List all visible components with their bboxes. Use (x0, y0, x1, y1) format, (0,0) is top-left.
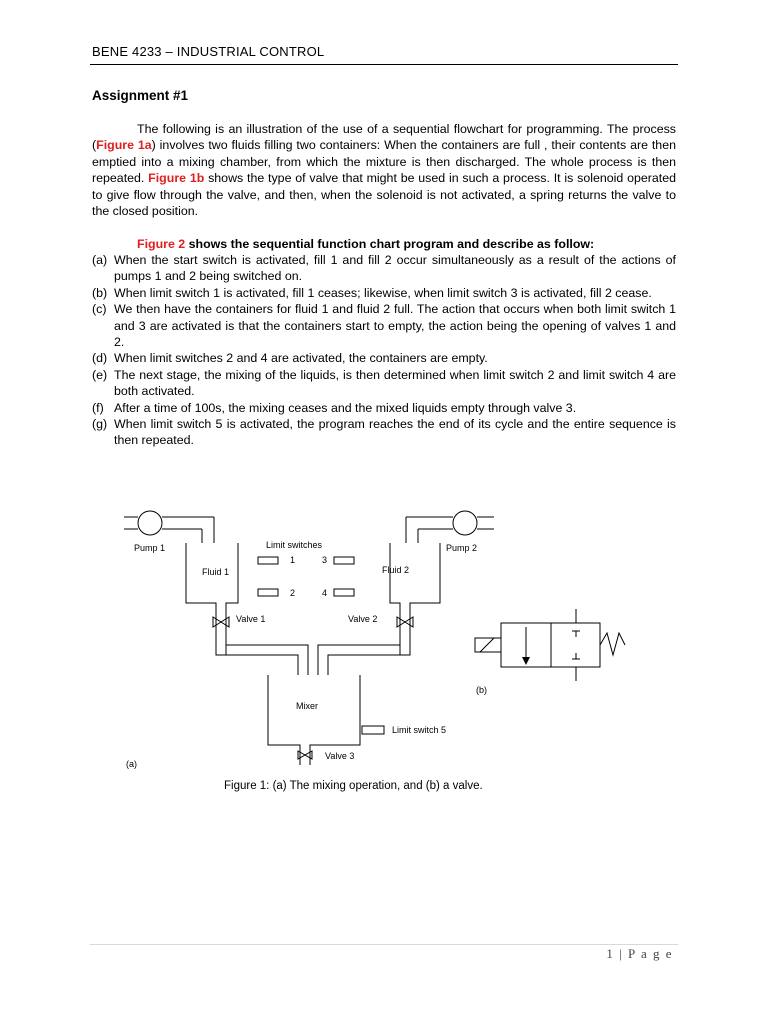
list-item-text: When limit switch 5 is activated, the program reaches the end of its cycle and the entire sequence is then repeated. (114, 417, 676, 448)
figure-part-a-label: (a) (126, 759, 137, 769)
figure-1-diagram (110, 495, 630, 775)
limit-switches-label: Limit switches (266, 540, 323, 550)
valve-2-label: Valve 2 (348, 614, 378, 624)
list-item-text: We then have the containers for fluid 1 and fluid 2 full. The action that occurs when both limit switch 1 and 3 are activated is that the containers start to empty, the action being the opening of valves 1 and 2. (114, 302, 676, 350)
limit-switch-2-number: 2 (290, 588, 296, 598)
figure-2-reference: Figure 2 (137, 237, 186, 251)
list-item-label: (g) (92, 417, 108, 432)
list-item (92, 301, 676, 350)
figure-2-intro (137, 237, 594, 251)
figure-1a-reference: Figure 1a (96, 138, 152, 153)
limit-switch-5 (362, 726, 384, 734)
list-item-text: After a time of 100s, the mixing ceases and the mixed liquids empty through valve 3. (114, 400, 577, 415)
figure-2-intro-text: shows the sequential function chart program and describe as follow: (185, 237, 595, 251)
list-item-text: When the start switch is activated, fill 1 and fill 2 occur simultaneously as a result of the actions of pumps 1 and 2 being switched on. (114, 253, 676, 284)
valve-1-icon (213, 617, 229, 627)
limit-switch-4 (334, 589, 354, 596)
page-number: 1 | P a g e (606, 946, 673, 961)
limit-switch-3-number: 3 (322, 555, 328, 565)
fluid-1-label: Fluid 1 (202, 567, 230, 577)
fluid-2-label: Fluid 2 (382, 565, 410, 575)
footer-divider (90, 944, 678, 945)
valve-2-icon (397, 617, 413, 627)
solenoid-valve-symbol (475, 609, 625, 681)
pump-1-label: Pump 1 (134, 543, 166, 553)
list-item (92, 285, 676, 301)
list-item-label: (f) (92, 400, 104, 415)
list-item-label: (e) (92, 367, 108, 382)
paragraph-text-2: ) involves two fluids filling two containers: When the containers are full , their contents are then emptied into a mixing chamber, from which the mixture is then discharged. The whole process is then repeated. (92, 138, 676, 186)
fluid-2-container (390, 543, 440, 655)
valve-3-label: Valve 3 (325, 751, 355, 761)
limit-switch-2 (258, 589, 278, 596)
document-header: BENE 4233 – INDUSTRIAL CONTROL (92, 44, 325, 59)
list-item-label: (b) (92, 285, 108, 300)
limit-switch-5-label: Limit switch 5 (392, 725, 447, 735)
valve-1-label: Valve 1 (236, 614, 266, 624)
figure-part-b-label: (b) (476, 685, 487, 695)
list-item-text: The next stage, the mixing of the liquids, is then determined when limit switch 2 and limit switch 4 are both activated. (114, 367, 676, 399)
pump-1-icon (138, 511, 162, 535)
paragraph-text-1: The following is an illustration of the use of a sequential flowchart for programming. The process ( (92, 122, 676, 153)
mixer-label: Mixer (296, 701, 318, 711)
fluid-1-container (186, 543, 238, 655)
sequence-steps-list (92, 252, 676, 449)
figure-1-caption: Figure 1: (a) The mixing operation, and (b) a valve. (224, 780, 483, 792)
pump-2-icon (453, 511, 477, 535)
header-divider (90, 64, 678, 65)
list-item (92, 400, 676, 416)
limit-switch-1-number: 1 (290, 555, 296, 565)
list-item (92, 350, 676, 366)
list-item-text: When limit switch 1 is activated, fill 1 ceases; likewise, when limit switch 3 is activated, fill 2 cease. (114, 285, 652, 300)
assignment-title: Assignment #1 (92, 88, 189, 103)
list-item (92, 252, 676, 285)
list-item-text: When limit switches 2 and 4 are activated, the containers are empty. (114, 351, 488, 366)
figure-1b-reference: Figure 1b (148, 171, 205, 186)
intro-paragraph (92, 121, 676, 219)
list-item-label: (d) (92, 351, 108, 366)
limit-switch-3 (334, 557, 354, 564)
list-item (92, 367, 676, 400)
list-item-label: (c) (92, 302, 107, 317)
list-item (92, 416, 676, 449)
list-item-label: (a) (92, 253, 108, 267)
limit-switch-4-number: 4 (322, 588, 328, 598)
pump-2-label: Pump 2 (446, 543, 478, 553)
limit-switch-1 (258, 557, 278, 564)
paragraph-text-3: shows the type of valve that might be used in such a process. It is solenoid operated to give flow through the valve, and then, when the solenoid is not activated, a spring returns the valve to the closed position. (92, 171, 676, 219)
